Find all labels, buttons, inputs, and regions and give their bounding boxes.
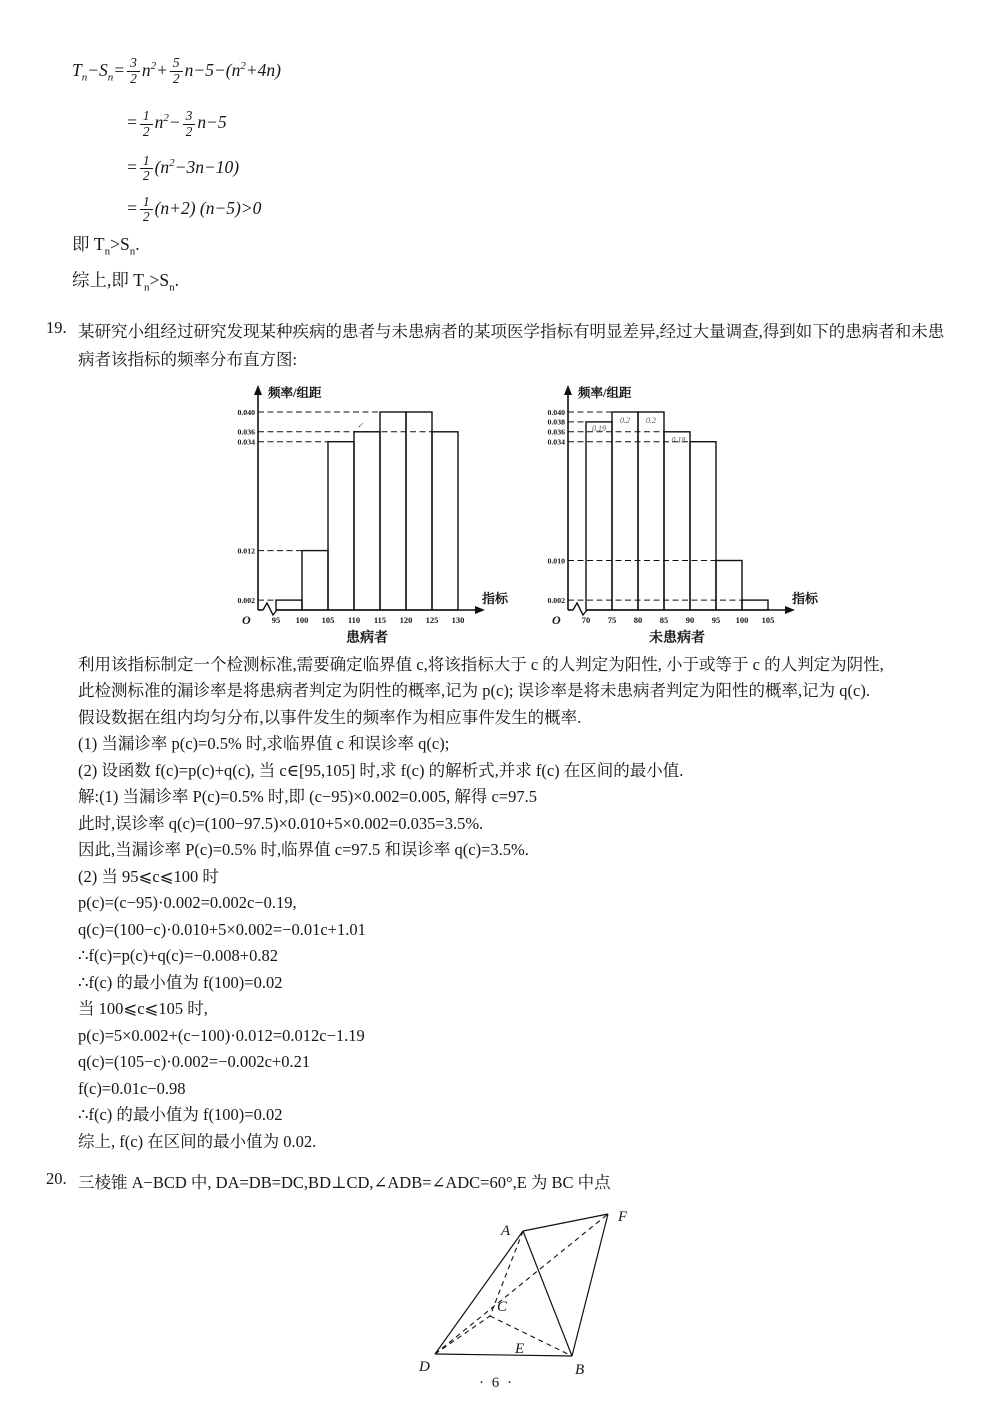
svg-text:O: O bbox=[242, 612, 251, 627]
svg-text:0.18: 0.18 bbox=[671, 435, 686, 445]
svg-text:105: 105 bbox=[761, 614, 775, 625]
derivation-conclusion: 即 $T_n>S_n$. bbox=[72, 233, 140, 258]
svg-text:80: 80 bbox=[633, 614, 643, 625]
solution-line: 解:(1) 当漏诊率 P(c)=0.5% 时,即 (c−95)×0.002=0.005, 解得 c=97.5 bbox=[78, 787, 537, 807]
tetrahedron-figure bbox=[392, 1201, 692, 1393]
svg-text:95: 95 bbox=[711, 614, 721, 625]
svg-text:0.2: 0.2 bbox=[620, 415, 630, 425]
problem-19-number: 19. bbox=[46, 317, 67, 337]
solution-line: f(c)=0.01c−0.98 bbox=[78, 1078, 186, 1098]
solution-line: 综上, f(c) 在区间的最小值为 0.02. bbox=[78, 1131, 317, 1151]
problem-20 bbox=[0, 1169, 993, 1197]
solution-line: 此检测标准的漏诊率是将患病者判定为阴性的概率,记为 p(c); 误诊率是将未患病者判定为阳性的概率,记为 q(c). bbox=[78, 681, 870, 701]
solution-line: 当 100⩽c⩽105 时, bbox=[78, 999, 208, 1019]
svg-text:0.040: 0.040 bbox=[237, 407, 255, 417]
problem-19 bbox=[0, 318, 993, 374]
svg-text:105: 105 bbox=[321, 614, 335, 625]
svg-text:0.036: 0.036 bbox=[547, 427, 565, 437]
svg-text:75: 75 bbox=[607, 614, 617, 625]
solution-line: ∴f(c)=p(c)+q(c)=−0.008+0.82 bbox=[78, 946, 278, 966]
svg-text:0.010: 0.010 bbox=[547, 556, 565, 566]
svg-text:0.19: 0.19 bbox=[592, 423, 606, 433]
svg-text:0.002: 0.002 bbox=[237, 595, 255, 605]
svg-text:85: 85 bbox=[659, 614, 669, 625]
derivation-conclusion: 综上,即 $T_n>S_n$. bbox=[72, 270, 179, 294]
svg-text:频率/组距: 频率/组距 bbox=[578, 385, 632, 400]
svg-text:指标: 指标 bbox=[482, 590, 509, 606]
solution-lines bbox=[78, 652, 993, 1156]
svg-text:指标: 指标 bbox=[792, 590, 819, 606]
solution-line: 利用该指标制定一个检测标准,需要确定临界值 c,将该指标大于 c 的人判定为阳性, 小于或等于 c 的人判定为阴性, bbox=[78, 654, 884, 674]
solution-line: (2) 设函数 f(c)=p(c)+q(c), 当 c∈[95,105] 时,求 f(c) 的解析式,并求 f(c) 在区间的最小值. bbox=[78, 760, 684, 780]
svg-text:B: B bbox=[575, 1362, 585, 1379]
problem-20-statement: 三棱锥 A−BCD 中, DA=DB=DC,BD⊥CD,∠ADB=∠ADC=60°,E 为 BC 中点 bbox=[78, 1173, 611, 1193]
svg-text:130: 130 bbox=[451, 614, 465, 625]
histogram-non-patients bbox=[532, 378, 832, 646]
solution-line: p(c)=5×0.002+(c−100)·0.012=0.012c−1.19 bbox=[78, 1025, 365, 1045]
derivation-block bbox=[72, 0, 993, 302]
svg-text:0.002: 0.002 bbox=[547, 595, 565, 605]
svg-text:E: E bbox=[515, 1341, 525, 1358]
svg-text:120: 120 bbox=[399, 614, 413, 625]
svg-text:0.034: 0.034 bbox=[547, 437, 565, 447]
svg-text:110: 110 bbox=[347, 614, 361, 625]
solution-line: q(c)=(105−c)·0.002=−0.002c+0.21 bbox=[78, 1052, 311, 1072]
svg-text:125: 125 bbox=[425, 614, 439, 625]
problem-20-number: 20. bbox=[46, 1169, 67, 1189]
svg-text:0.012: 0.012 bbox=[237, 546, 255, 556]
svg-text:70: 70 bbox=[581, 614, 591, 625]
solution-line: (1) 当漏诊率 p(c)=0.5% 时,求临界值 c 和误诊率 q(c); bbox=[78, 734, 450, 754]
solution-line: 此时,误诊率 q(c)=(100−97.5)×0.010+5×0.002=0.035=3.5%. bbox=[78, 813, 484, 833]
solution-line: ∴f(c) 的最小值为 f(100)=0.02 bbox=[78, 1105, 283, 1125]
svg-text:患病者: 患病者 bbox=[346, 630, 388, 646]
derivation-line: = $\frac{1}{2}$ $n^2-$ $\frac{3}{2}$ n−5 bbox=[126, 107, 227, 139]
svg-text:O: O bbox=[552, 612, 561, 627]
derivation-line: = $\frac{1}{2}$ $(n^2-3n-10)$ bbox=[126, 152, 240, 184]
derivation-line: = $\frac{1}{2}$ (n+2) (n−5)>0 bbox=[126, 193, 262, 225]
svg-text:未患病者: 未患病者 bbox=[649, 630, 705, 646]
svg-text:F: F bbox=[618, 1209, 628, 1226]
solution-line: (2) 当 95⩽c⩽100 时 bbox=[78, 866, 219, 886]
histogram-patients bbox=[222, 378, 522, 646]
svg-text:频率/组距: 频率/组距 bbox=[268, 385, 322, 400]
svg-text:115: 115 bbox=[373, 614, 387, 625]
svg-text:0.036: 0.036 bbox=[237, 427, 255, 437]
figure-wrapper bbox=[392, 1201, 993, 1398]
solution-line: ∴f(c) 的最小值为 f(100)=0.02 bbox=[78, 972, 283, 992]
solution-line: q(c)=(100−c)·0.010+5×0.002=−0.01c+1.01 bbox=[78, 919, 366, 939]
svg-text:A: A bbox=[501, 1223, 511, 1240]
svg-text:0.038: 0.038 bbox=[547, 417, 565, 427]
svg-text:✓: ✓ bbox=[356, 420, 364, 430]
svg-text:100: 100 bbox=[735, 614, 749, 625]
solution-line: 因此,当漏诊率 P(c)=0.5% 时,临界值 c=97.5 和误诊率 q(c)=3.5%. bbox=[78, 840, 529, 860]
histograms-row bbox=[222, 378, 993, 646]
svg-text:95: 95 bbox=[271, 614, 281, 625]
derivation-line: $T_n-S_n=$ $\frac{3}{2}$ $n^2+$ $\frac{5}{2}$ $n-5-(n^2+4n)$ bbox=[72, 55, 282, 87]
svg-text:D: D bbox=[419, 1359, 430, 1376]
svg-text:100: 100 bbox=[295, 614, 309, 625]
svg-text:0.2: 0.2 bbox=[646, 415, 656, 425]
svg-text:0.034: 0.034 bbox=[237, 437, 255, 447]
solution-line: 假设数据在组内均匀分布,以事件发生的频率作为相应事件发生的概率. bbox=[78, 707, 582, 727]
problem-19-statement: 某研究小组经过研究发现某种疾病的患者与未患病者的某项医学指标有明显差异,经过大量调查,得到如下的患病者和未患病者该指标的频率分布直方图: bbox=[78, 321, 945, 369]
solution-line: p(c)=(c−95)·0.002=0.002c−0.19, bbox=[78, 893, 297, 913]
svg-text:0.040: 0.040 bbox=[547, 407, 565, 417]
svg-text:C: C bbox=[497, 1299, 508, 1316]
svg-text:90: 90 bbox=[685, 614, 695, 625]
page-number: · 6 · bbox=[479, 1375, 514, 1391]
